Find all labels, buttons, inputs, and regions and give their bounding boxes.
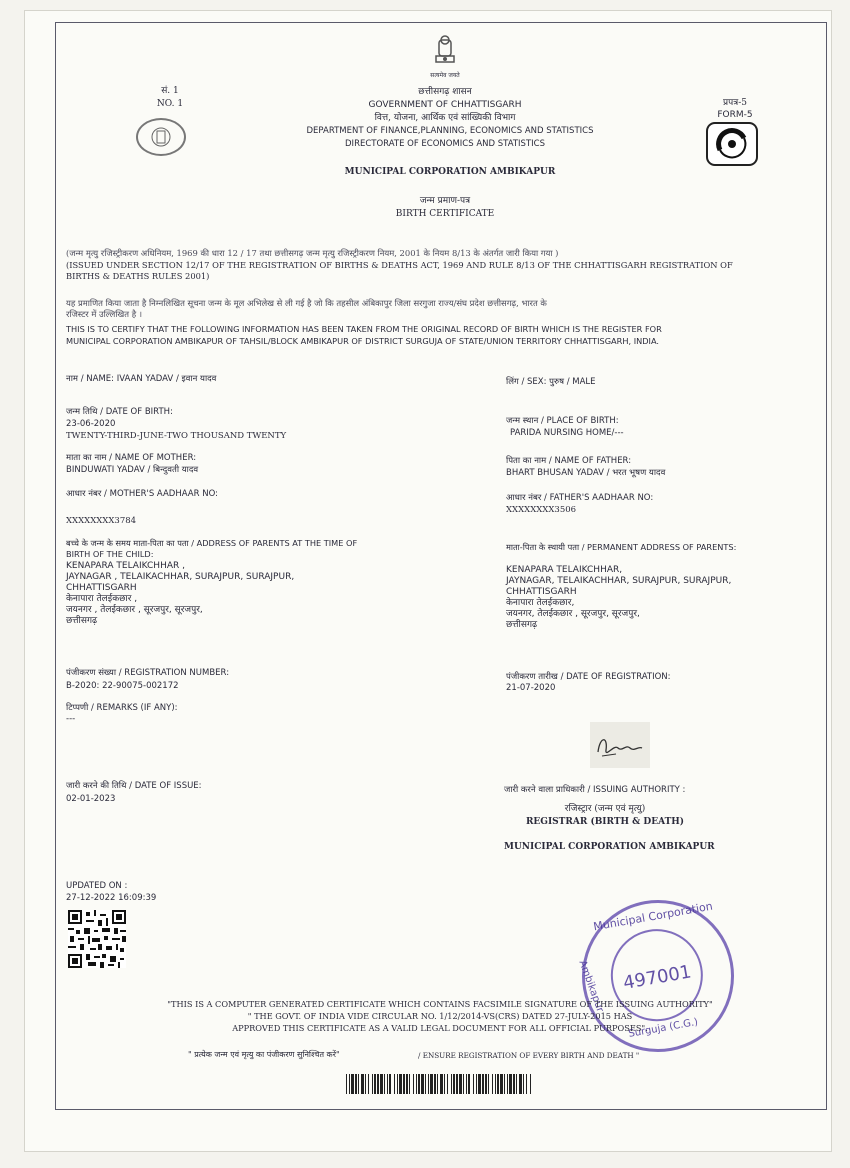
birth-address-block	[66, 561, 294, 627]
place-of-birth-label: जन्म स्थान / PLACE OF BIRTH:	[506, 416, 619, 426]
certify-en-2: MUNICIPAL CORPORATION AMBIKAPUR OF TAHSIL/BLOCK AMBIKAPUR OF DISTRICT SURGUJA OF STATE/UNION TERRITORY CHHATTISGARH, INDIA.	[66, 336, 660, 346]
ashoka-emblem-icon	[428, 34, 462, 70]
registrar-signature-icon	[590, 722, 650, 768]
permanent-address-line: KENAPARA TELAIKCHHAR,	[506, 565, 623, 575]
certificate-no-hi: सं. 1	[161, 86, 179, 96]
gov-title-en: GOVERNMENT OF CHHATTISGARH	[368, 100, 522, 110]
issuing-authority-label: जारी करने वाला प्राधिकारी / ISSUING AUTHORITY :	[504, 785, 686, 795]
sex: लिंग / SEX: पुरुष / MALE	[506, 377, 596, 387]
certificate-no-en: NO. 1	[156, 99, 184, 109]
place-of-birth-value: PARIDA NURSING HOME/---	[510, 428, 624, 438]
dept-title-en: DEPARTMENT OF FINANCE,PLANNING, ECONOMICS AND STATISTICS	[306, 126, 594, 136]
birth-address-line: केनापारा तेलईकछार ,	[66, 594, 138, 604]
issued-under-hi: (जन्म मृत्यु रजिस्ट्रीकरण अधिनियम, 1969 की धारा 12 / 17 तथा छत्तीसगढ़ जन्म मृत्यु रजिस्ट्रीकरण नियम, 2001 के नियम 8/13 के अंतर्गत जारी किया गया )	[66, 248, 559, 258]
mother-name-value: BINDUWATI YADAV / बिन्दुवती यादव	[66, 465, 199, 475]
issue-date-label: जारी करने की तिथि / DATE OF ISSUE:	[66, 781, 202, 791]
permanent-address-label: माता-पिता के स्थायी पता / PERMANENT ADDRESS OF PARENTS:	[506, 542, 737, 552]
child-name: नाम / NAME: IVAAN YADAV / इवान यादव	[66, 374, 217, 384]
dept-title-hi: वित्त, योजना, आर्थिक एवं सांख्यिकी विभाग	[374, 113, 516, 123]
updated-on-label: UPDATED ON :	[66, 881, 128, 891]
cs-logo-icon	[706, 122, 758, 166]
father-aadhaar-value: XXXXXXXX3506	[506, 505, 577, 515]
registrar-title-hi: रजिस्ट्रार (जन्म एवं मृत्यु)	[564, 804, 646, 814]
registration-date-label: पंजीकरण तारीख / DATE OF REGISTRATION:	[506, 672, 671, 682]
birth-address-label-2: BIRTH OF THE CHILD:	[66, 549, 154, 559]
registration-number-label: पंजीकरण संख्या / REGISTRATION NUMBER:	[66, 668, 230, 678]
corporation-name: MUNICIPAL CORPORATION AMBIKAPUR	[344, 167, 556, 177]
certify-en-1: THIS IS TO CERTIFY THAT THE FOLLOWING INFORMATION HAS BEEN TAKEN FROM THE ORIGINAL RECORD OF BIRTH WHICH IS THE REGISTER FOR	[66, 324, 662, 334]
certify-hi-2: रजिस्टर में उल्लिखित है ।	[66, 309, 142, 319]
updated-on-value: 27-12-2022 16:09:39	[66, 893, 157, 903]
dob-value: 23-06-2020	[66, 419, 116, 429]
stamp-top-text: Municipal Corporation	[592, 899, 714, 934]
stamp-pin-number: 497001	[621, 961, 693, 994]
registration-date-value: 21-07-2020	[506, 683, 556, 693]
qr-code-icon	[68, 910, 126, 968]
footer-line-3: APPROVED THIS CERTIFICATE AS A VALID LEGAL DOCUMENT FOR ALL OFFICIAL PURPOSES".	[232, 1023, 648, 1033]
permanent-address-line: केनापारा तेलईकछार,	[506, 598, 575, 608]
form-no-hi: प्रपत्र-5	[723, 98, 747, 108]
dob-label: जन्म तिथि / DATE OF BIRTH:	[66, 407, 173, 417]
issued-under-en-2: BIRTHS & DEATHS RULES 2001)	[66, 271, 210, 281]
birth-address-line: छत्तीसगढ़	[66, 616, 98, 626]
permanent-address-line: CHHATTISGARH	[506, 587, 577, 597]
permanent-address-line: छत्तीसगढ़	[506, 620, 538, 630]
father-name-value: BHART BHUSAN YADAV / भरत भूषण यादव	[506, 468, 666, 478]
certificate-title-en: BIRTH CERTIFICATE	[395, 209, 495, 219]
birth-address-label-1: बच्चे के जन्म के समय माता-पिता का पता / ADDRESS OF PARENTS AT THE TIME OF	[66, 538, 358, 548]
issue-date-value: 02-01-2023	[66, 794, 116, 804]
permanent-address-block	[506, 565, 731, 631]
state-emblem-icon	[136, 118, 186, 156]
emblem-caption: सत्यमेव जयते	[430, 72, 460, 79]
barcode-icon	[346, 1074, 532, 1094]
mother-aadhaar-value: XXXXXXXX3784	[66, 516, 137, 526]
certify-hi-1: यह प्रमाणित किया जाता है निम्नलिखित सूचना जन्म के मूल अभिलेख से ली गई है जो कि तहसील अंबिकापुर जिला सरगुजा राज्य/संघ प्रदेश छत्तीसगढ़, भारत के	[66, 298, 547, 308]
authority-corporation: MUNICIPAL CORPORATION AMBIKAPUR	[504, 842, 715, 852]
footer-line-2: " THE GOVT. OF INDIA VIDE CIRCULAR NO. 1/12/2014-VS(CRS) DATED 27-JULY-2015 HAS	[247, 1011, 633, 1021]
registrar-title-en: REGISTRAR (BIRTH & DEATH)	[525, 817, 685, 827]
birth-address-line: CHHATTISGARH	[66, 583, 137, 593]
registration-number-value: B-2020: 22-90075-002172	[66, 681, 179, 691]
footer-slogan-en: / ENSURE REGISTRATION OF EVERY BIRTH AND DEATH "	[418, 1051, 640, 1060]
dob-words: TWENTY-THIRD-JUNE-TWO THOUSAND TWENTY	[66, 431, 287, 441]
issued-under-en-1: (ISSUED UNDER SECTION 12/17 OF THE REGISTRATION OF BIRTHS & DEATHS ACT, 1969 AND RULE 8/13 OF THE CHHATTISGARH REGISTRATION OF	[66, 260, 733, 270]
remarks-value: ---	[66, 714, 76, 724]
form-no-en: FORM-5	[717, 110, 753, 120]
footer-line-1: "THIS IS A COMPUTER GENERATED CERTIFICATE WHICH CONTAINS FACSIMILE SIGNATURE OF THE ISSUING AUTHORITY"	[167, 999, 713, 1009]
birth-address-line: JAYNAGAR , TELAIKACHHAR, SURAJPUR, SURAJPUR,	[66, 572, 295, 582]
birth-address-line: जयनगर , तेलईकछार , सूरजपुर, सूरजपुर,	[66, 605, 203, 615]
remarks-label: टिप्पणी / REMARKS (IF ANY):	[66, 703, 178, 713]
footer-slogan-hi: " प्रत्येक जन्म एवं मृत्यु का पंजीकरण सुनिश्चित करें"	[188, 1050, 340, 1059]
gov-title-hi: छत्तीसगढ़ शासन	[418, 87, 472, 97]
stamp-side-text: Ambikapur	[576, 958, 606, 1014]
birth-address-line: KENAPARA TELAIKCHHAR ,	[66, 561, 185, 571]
stamp-bottom-text: Surguja (C.G.)	[627, 1016, 699, 1040]
mother-aadhaar-label: आधार नंबर / MOTHER'S AADHAAR NO:	[66, 489, 218, 499]
mother-name-label: माता का नाम / NAME OF MOTHER:	[66, 453, 197, 463]
directorate-title: DIRECTORATE OF ECONOMICS AND STATISTICS	[345, 139, 545, 149]
permanent-address-line: जयनगर, तेलईकछार , सूरजपुर, सूरजपुर,	[506, 609, 640, 619]
certificate-title-hi: जन्म प्रमाण-पत्र	[419, 196, 471, 206]
permanent-address-line: JAYNAGAR, TELAIKACHHAR, SURAJPUR, SURAJPUR,	[506, 576, 732, 586]
father-aadhaar-label: आधार नंबर / FATHER'S AADHAAR NO:	[506, 493, 654, 503]
father-name-label: पिता का नाम / NAME OF FATHER:	[506, 456, 632, 466]
